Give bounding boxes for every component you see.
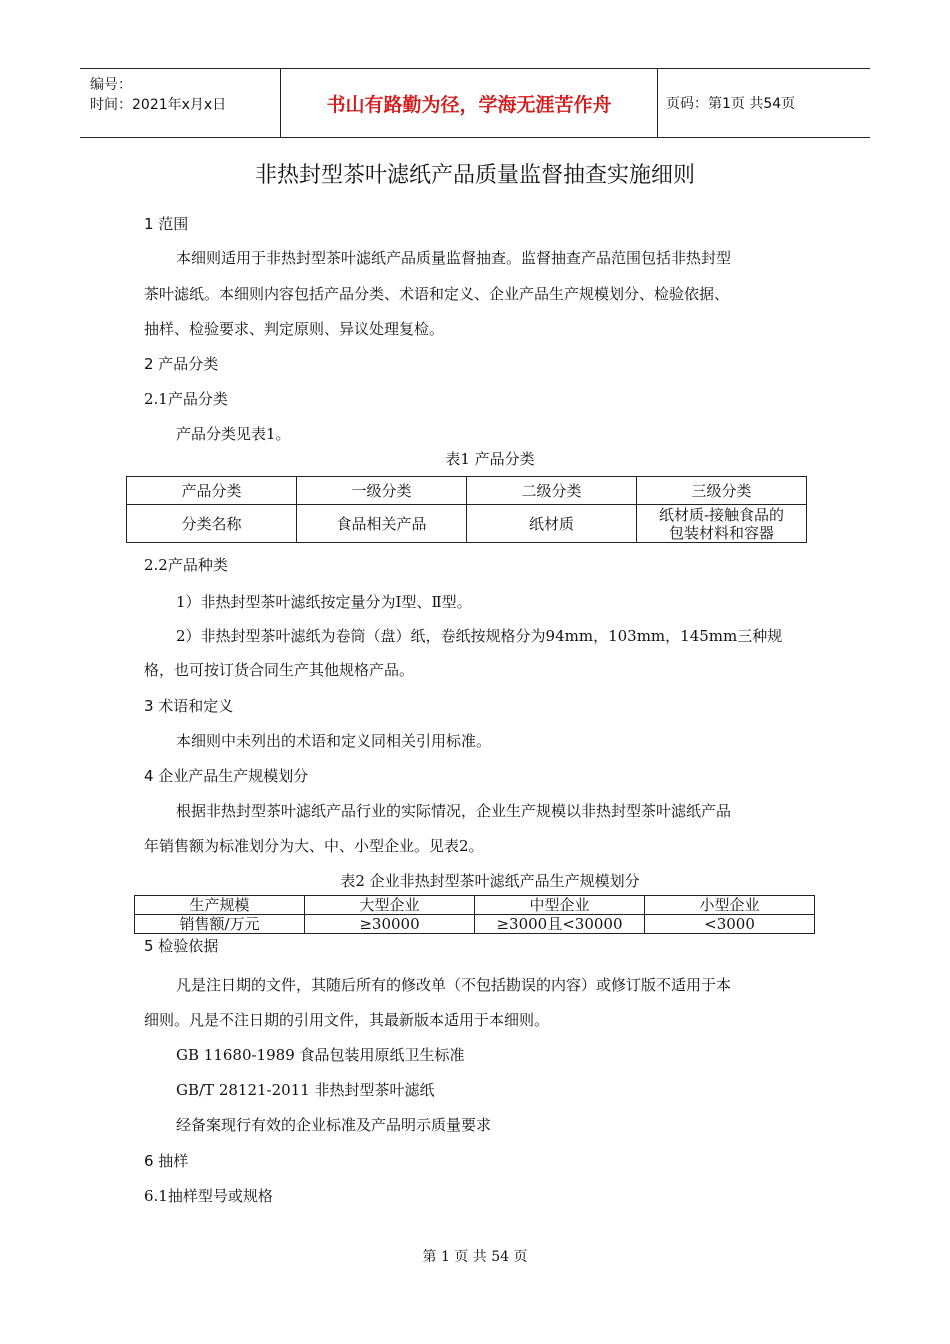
table-cell: 一级分类 — [297, 477, 467, 505]
document-title: 非热封型茶叶滤纸产品质量监督抽查实施细则 — [254, 163, 695, 188]
subsection-2-2-item: 格，也可按订货合同生产其他规格产品。 — [144, 661, 415, 679]
section-5-paragraph: 凡是注日期的文件，其随后所有的修改单（不包括勘误的内容）或修订版不适用于本 — [176, 976, 732, 994]
table-1 — [126, 476, 807, 543]
reference-standard: GB 11680-1989 食品包装用原纸卫生标准 — [176, 1046, 465, 1064]
section-3-heading: 3 术语和定义 — [144, 697, 234, 715]
header-motto: 书山有路勤为径，学海无涯苦作舟 — [280, 69, 658, 137]
section-3-paragraph: 本细则中未列出的术语和定义同相关引用标准。 — [176, 732, 492, 750]
subsection-2-2-item: 2）非热封型茶叶滤纸为卷筒（盘）纸，卷纸按规格分为94mm，103mm，145mm三种规 — [176, 627, 783, 645]
header-page-info: 页码：第1页 共54页 — [666, 96, 796, 112]
subsection-6-1: 6.1抽样型号或规格 — [144, 1187, 273, 1205]
table-cell: 二级分类 — [467, 477, 637, 505]
table-cell: 生产规模 — [135, 896, 305, 915]
section-2-heading: 2 产品分类 — [144, 355, 219, 373]
section-5-paragraph: 细则。凡是不注日期的引用文件，其最新版本适用于本细则。 — [144, 1011, 550, 1029]
table-cell: 分类名称 — [127, 505, 297, 543]
table-row — [127, 505, 807, 543]
table-cell: 纸材质 — [467, 505, 637, 543]
section-4-heading: 4 企业产品生产规模划分 — [144, 767, 309, 785]
section-1-heading: 1 范围 — [144, 215, 189, 233]
section-5-heading: 5 检验依据 — [144, 937, 219, 955]
cell-line: 纸材质-接触食品的 — [658, 505, 785, 524]
table-cell: 小型企业 — [645, 896, 815, 915]
cell-line: 包装材料和容器 — [668, 523, 774, 542]
section-4-paragraph: 年销售额为标准划分为大、中、小型企业。见表2。 — [144, 837, 484, 855]
table-cell: 大型企业 — [305, 896, 475, 915]
subsection-2-2: 2.2产品种类 — [144, 556, 228, 574]
table-row — [127, 477, 807, 505]
section-1-paragraph: 本细则适用于非热封型茶叶滤纸产品质量监督抽查。监督抽查产品范围包括非热封型 — [176, 249, 732, 267]
page-header — [80, 68, 870, 138]
table-cell: 产品分类 — [127, 477, 297, 505]
subsection-2-1-text: 产品分类见表1。 — [176, 425, 291, 443]
page-footer: 第 1 页 共 54 页 — [422, 1249, 528, 1265]
subsection-2-1: 2.1产品分类 — [144, 390, 228, 408]
table-cell: <3000 — [645, 915, 815, 934]
header-meta — [80, 69, 280, 137]
subsection-2-2-item: 1）非热封型茶叶滤纸按定量分为Ⅰ型、Ⅱ型。 — [176, 593, 472, 611]
reference-standard: 经备案现行有效的企业标准及产品明示质量要求 — [176, 1116, 492, 1134]
time-label: 时间：2021年x月x日 — [90, 97, 227, 113]
table-cell: ≥3000且<30000 — [475, 915, 645, 934]
table-cell: 销售额/万元 — [135, 915, 305, 934]
table-row — [135, 896, 815, 915]
table-cell: 食品相关产品 — [297, 505, 467, 543]
section-4-paragraph: 根据非热封型茶叶滤纸产品行业的实际情况，企业生产规模以非热封型茶叶滤纸产品 — [176, 802, 732, 820]
number-label: 编号： — [90, 77, 132, 93]
table-1-caption: 表1 产品分类 — [445, 450, 535, 468]
table-2-caption: 表2 企业非热封型茶叶滤纸产品生产规模划分 — [340, 872, 640, 890]
table-cell: 中型企业 — [475, 896, 645, 915]
reference-standard: GB/T 28121-2011 非热封型茶叶滤纸 — [176, 1081, 435, 1099]
table-cell: 三级分类 — [637, 477, 807, 505]
section-1-paragraph: 茶叶滤纸。本细则内容包括产品分类、术语和定义、企业产品生产规模划分、检验依据、 — [144, 285, 730, 303]
section-6-heading: 6 抽样 — [144, 1152, 189, 1170]
table-cell: ≥30000 — [305, 915, 475, 934]
table-cell — [637, 505, 807, 543]
section-1-paragraph: 抽样、检验要求、判定原则、异议处理复检。 — [144, 320, 445, 338]
